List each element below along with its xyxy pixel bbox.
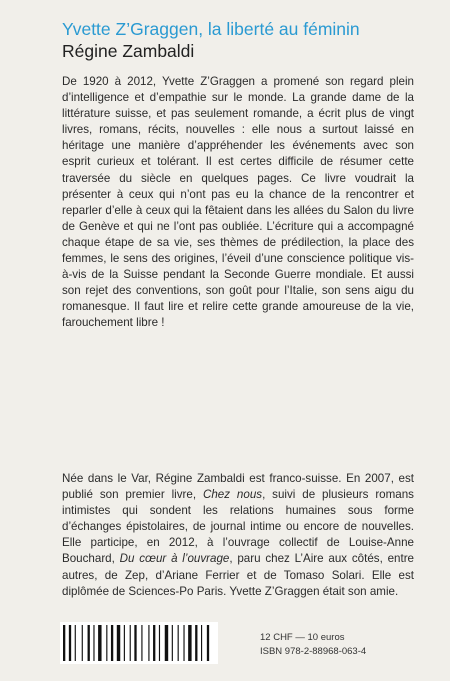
barcode-bar [195,625,197,661]
barcode-bar [63,625,65,661]
barcode-bar [98,625,101,661]
barcode-bar [93,625,94,661]
barcode-bar [159,625,160,661]
bio-book-title-2: Du cœur à l’ouvrage [119,552,230,566]
author-bio-text [62,471,414,600]
barcode-bar [201,625,202,661]
bio-part-1: Née dans le Var, Régine Zambaldi est franco-suisse. En 2007, est publié son premier livre, [62,472,414,502]
bio-part-3: , paru chez L’Aire aux côtés, entre autres, de Zep, d’Ariane Ferrier et de Tomaso Solari. Elle est diplômée de Sciences-Po Paris. Yvette Z’Graggen était son amie. [62,552,415,598]
barcode-graphic [60,622,218,664]
barcode-bar [148,625,149,661]
book-author: Régine Zambaldi [62,41,195,61]
bio-book-title-1: Chez nous [202,488,263,502]
barcode-bar [183,625,184,661]
book-title: Yvette Z’Graggen, la liberté au féminin [62,19,360,39]
barcode-bar [178,625,179,661]
barcode-bar [75,625,76,661]
barcode-bar [117,625,120,661]
barcode-bar [88,625,90,661]
blurb-paragraph [62,74,414,332]
price-label: 12 CHF — 10 euros [260,632,345,643]
isbn-barcode [60,622,218,664]
bio-part-2: , suivi de plusieurs romans intimistes qui sondent les relations humaines sous forme d’échanges épistolaires, de journal intime ou encore de nouvelles. Elle participe, en 2012, à l’ouvrage collectif de Louise-Anne Bouchard, [62,488,414,566]
blurb-text: De 1920 à 2012, Yvette Z’Graggen a promené son regard plein d’intelligence et d’empathie sur le monde. La grande dame de la littérature suisse, et pas seulement romande, a écrit plus de vingt livres, romans, récits, nouvelles : elle nous a surtout laissé en héritage une manière d’appréhender les événements avec son esprit curieux et tolérant. Il est certes difficile de résumer cette traversée du siècle en quelques pages. Ce livre voudrait la présenter à ceux qui n’ont pas eu la chance de la rencontrer et reparler d’elle à ceux qui la fêtaient dans les allées du Salon du livre de Genève et qui ne l’ont pas oubliée. L’écriture qui a accompagné chaque étape de sa vie, ses thèmes de prédilection, la place des femmes, le sens des origines, l’éveil d’une conscience politique vis-à-vis de la Suisse pendant la Seconde Guerre mondiale. Et aussi son rejet des conventions, son goût pour l’Italie, son sens aigu du romanesque. Il faut lire et relire cette grande amoureuse de la vie, farouchement libre ! [62,75,414,330]
barcode-bar [153,625,155,661]
barcode-bar [130,625,131,661]
barcode-bar [111,625,113,661]
barcode-bar [207,625,209,661]
barcode-bar [165,625,168,661]
barcode-bar [172,625,173,661]
barcode-bar [82,625,83,661]
author-bio-paragraph [62,471,414,600]
barcode-bar [124,625,125,661]
barcode-bar [188,625,191,661]
barcode-bar [141,625,142,661]
isbn-number: ISBN 978-2-88968-063-4 [260,646,367,657]
barcode-bar [134,625,136,661]
barcode-bar [106,625,107,661]
barcode-bar [69,625,71,661]
